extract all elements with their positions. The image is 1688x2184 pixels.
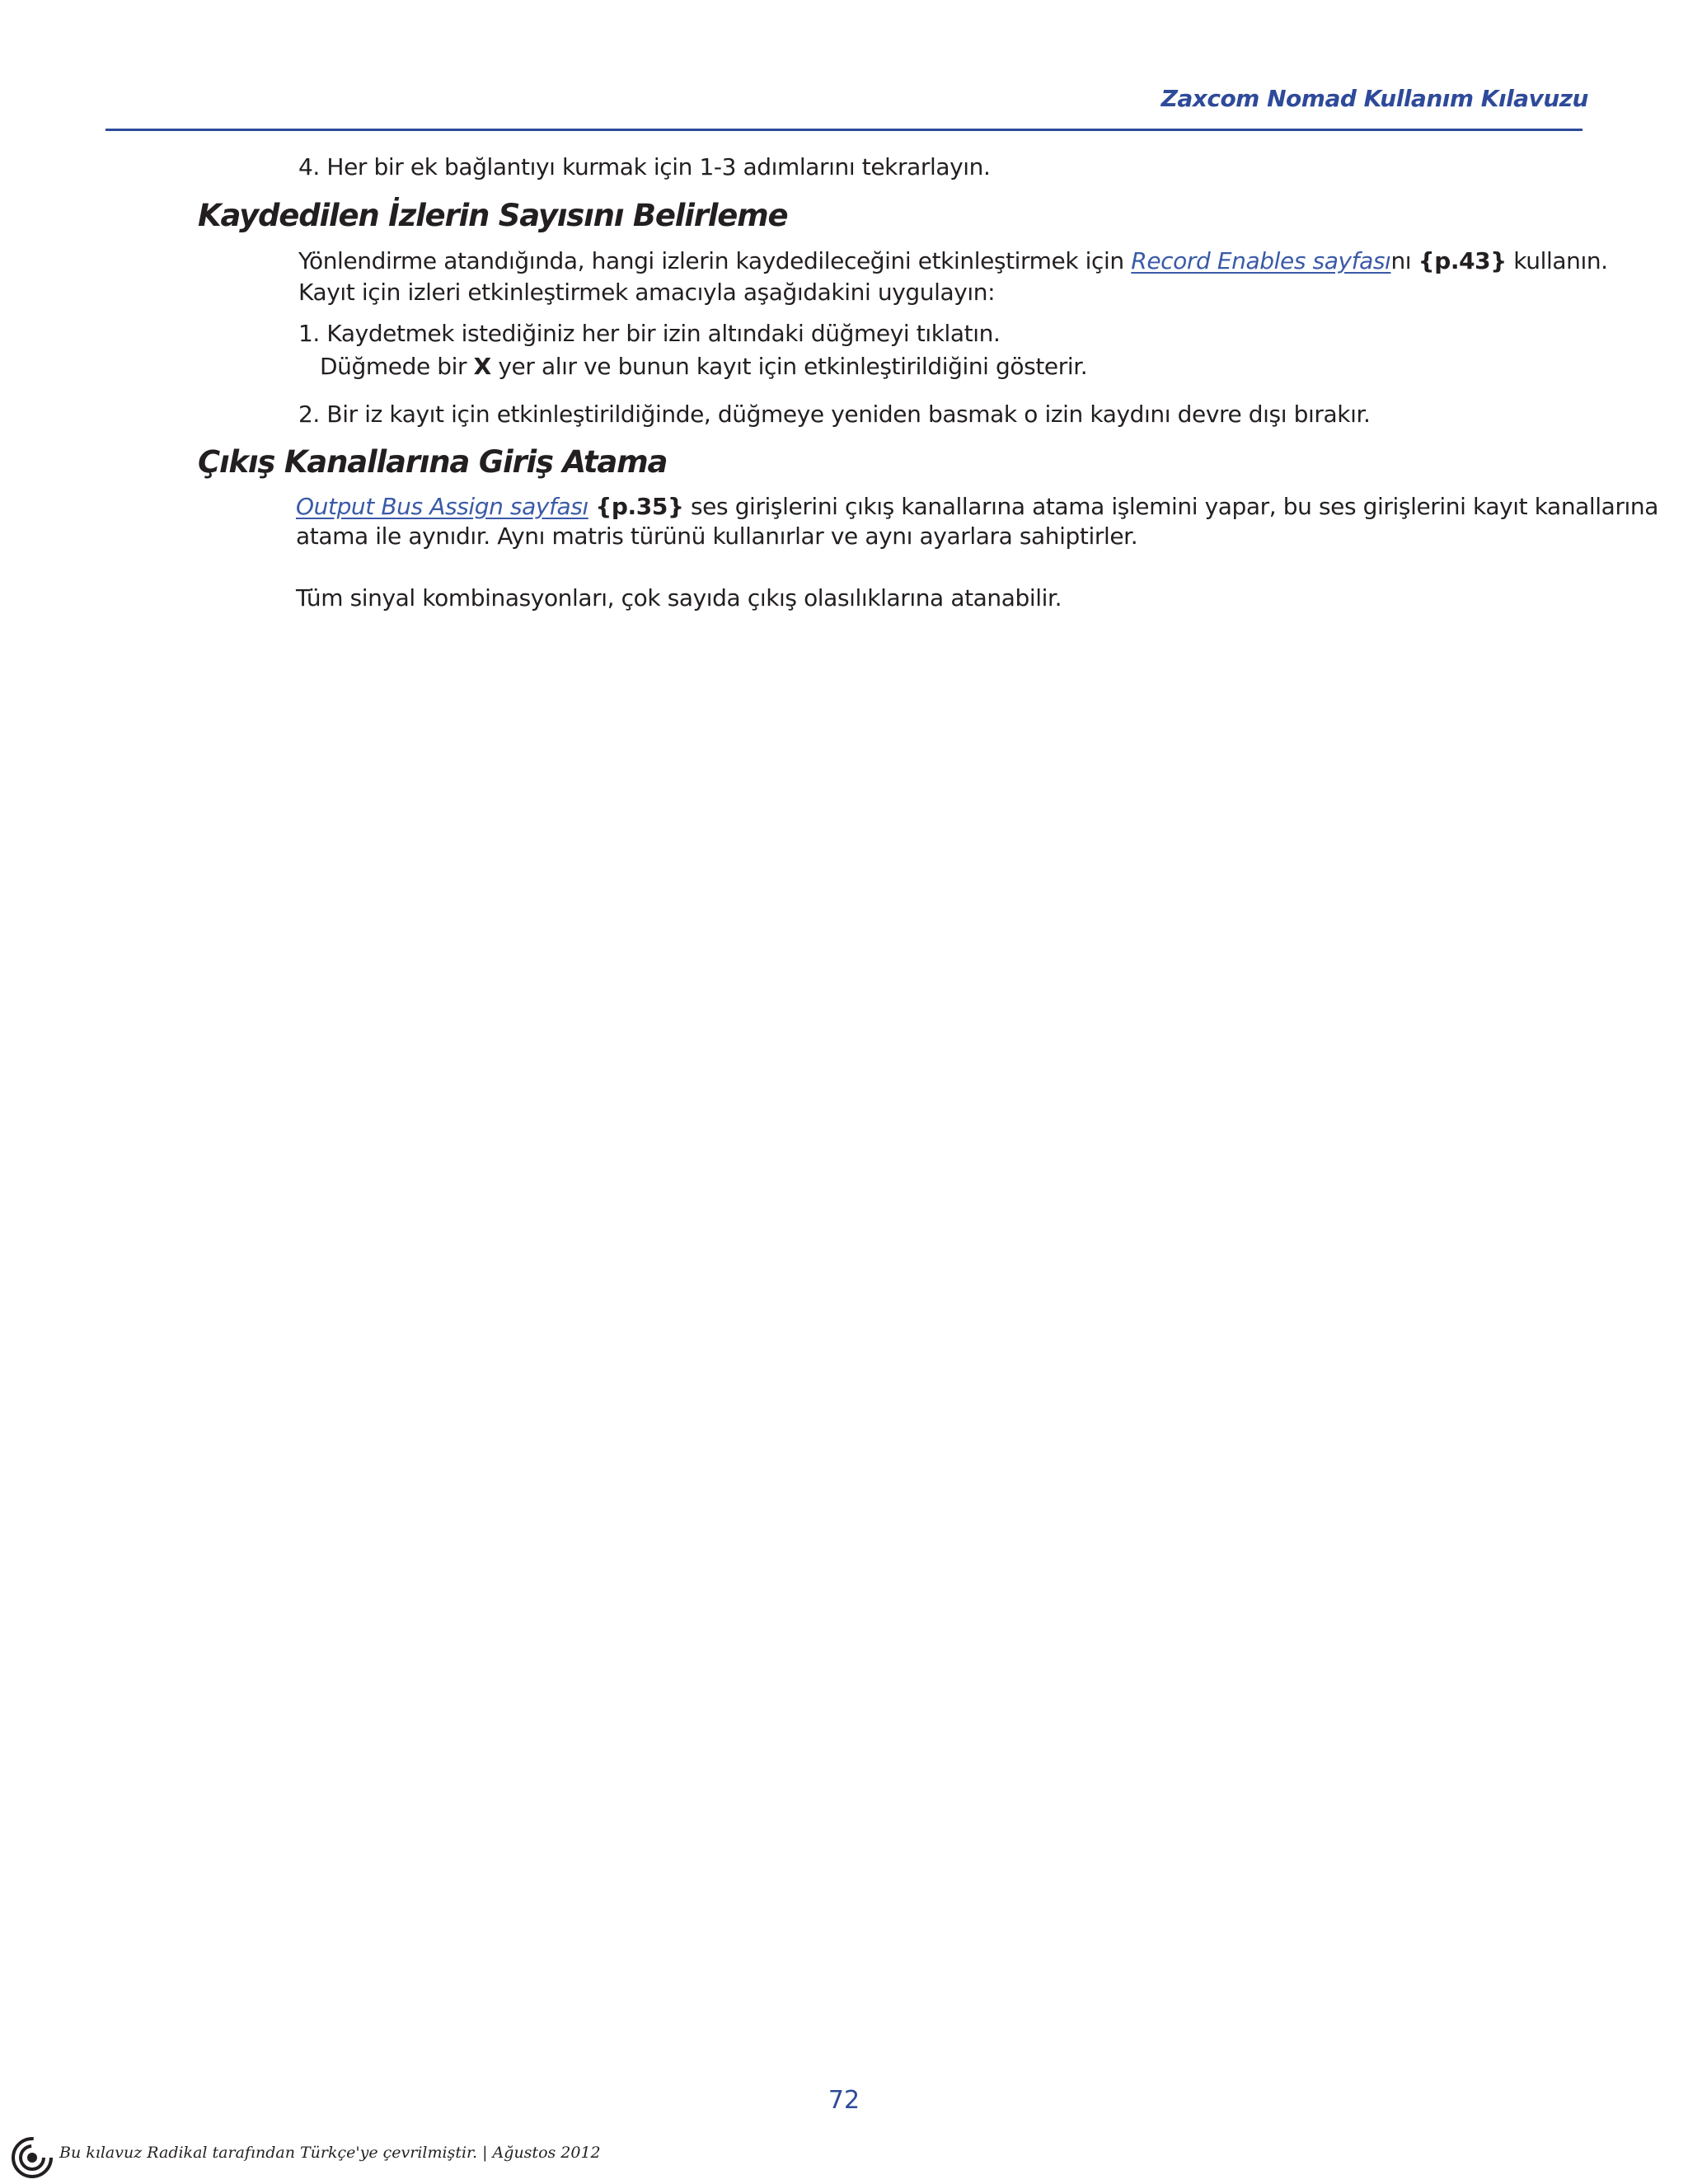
section1-para1-post: kullanın. [1506, 247, 1608, 274]
radikal-logo-icon [10, 2135, 54, 2180]
output-bus-assign-link[interactable]: Output Bus Assign sayfası [296, 493, 588, 520]
header-rule [106, 129, 1582, 131]
step1-sub-pre: Düğmede bir [320, 353, 474, 380]
page-ref-43: {p.43} [1418, 247, 1507, 274]
page-number: 72 [828, 2086, 860, 2115]
section1-step2: 2. Bir iz kayıt için etkinleştirildiğinde, düğmeye yeniden basmak o izin kaydını devre dışı bırakır. [298, 401, 1371, 428]
section2-paragraph1-line2: atama ile aynıdır. Aynı matris türünü kullanırlar ve aynı ayarlara sahiptirler. [296, 523, 1138, 550]
section2-paragraph2: Tüm sinyal kombinasyonları, çok sayıda çıkış olasılıklarına atanabilir. [296, 584, 1062, 612]
header-title: Zaxcom Nomad Kullanım Kılavuzu [1160, 85, 1588, 112]
section1-step1: 1. Kaydetmek istediğiniz her bir izin altındaki düğmeyi tıklatın. [298, 320, 1001, 347]
record-enables-link[interactable]: Record Enables sayfası [1131, 247, 1391, 274]
footer-note: Bu kılavuz Radikal tarafından Türkçe'ye çevrilmiştir. | Ağustos 2012 [59, 2144, 601, 2162]
section1-para1-pre: Yönlendirme atandığında, hangi izlerin kaydedileceğini etkinleştirmek için [298, 247, 1132, 274]
section2-heading: Çıkış Kanallarına Giriş Atama [198, 444, 668, 480]
intro-step: 4. Her bir ek bağlantıyı kurmak için 1-3 adımlarını tekrarlayın. [298, 153, 991, 180]
section1-heading: Kaydedilen İzlerin Sayısını Belirleme [198, 198, 788, 233]
section1-step1-sub [320, 351, 1087, 382]
section2-para1-post: ses girişlerini çıkış kanallarına atama işlemini yapar, bu ses girişlerini kayıt kanallarına [683, 493, 1659, 520]
section1-paragraph2: Kayıt için izleri etkinleştirmek amacıyla aşağıdakini uygulayın: [298, 279, 996, 306]
section1-para1-mid: nı [1390, 247, 1418, 274]
page-ref-35: {p.35} [595, 493, 684, 520]
step1-sub-x: X [473, 353, 491, 380]
section1-paragraph1 [298, 246, 1608, 276]
section2-paragraph1 [296, 491, 1658, 522]
step1-sub-post: yer alır ve bunun kayıt için etkinleştirildiğini gösterir. [490, 353, 1088, 380]
